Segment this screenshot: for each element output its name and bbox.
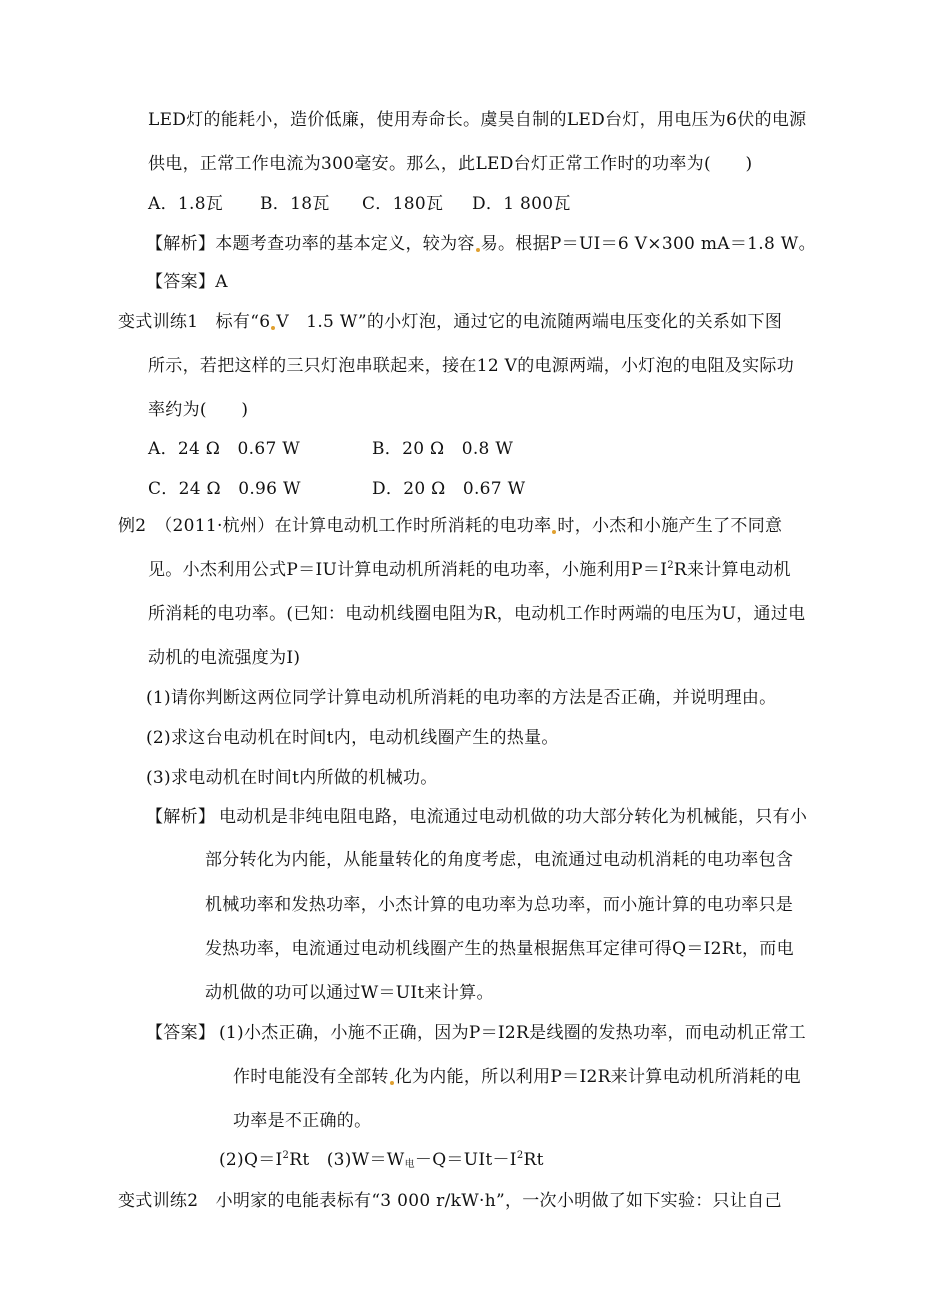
ex2-answer-line-1: (1)小杰正确，小施不正确，因为P＝I2R是线圈的发热功率，而电动机正常工 xyxy=(219,1023,806,1043)
ex2-analysis-line-5: 动机做的功可以通过W＝UIt来计算。 xyxy=(205,983,494,1003)
mark-dot xyxy=(552,530,556,534)
q1-analysis xyxy=(146,233,816,255)
ex2-text-line-2 xyxy=(148,559,791,581)
v1-option-d: D．20 Ω 0.67 W xyxy=(372,479,526,499)
mark-dot xyxy=(390,1081,394,1085)
q1-text-line-1: LED灯的能耗小，造价低廉，使用寿命长。虞昊自制的LED台灯，用电压为6伏的电源 xyxy=(148,110,807,130)
v1-text-line-2: 所示，若把这样的三只灯泡串联起来，接在12 V的电源两端，小灯泡的电阻及实际功 xyxy=(148,356,795,376)
v2-text-line-1: 变式训练2 小明家的电能表标有“3 000 r/kW·h”，一次小明做了如下实验：只让自己 xyxy=(118,1191,782,1211)
ex2-answer-formulas xyxy=(219,1149,544,1171)
ex2-question-1: (1)请你判断这两位同学计算电动机所消耗的电功率的方法是否正确，并说明理由。 xyxy=(146,688,777,708)
q1-analysis-part-1: 【解析】本题考查功率的基本定义，较为容 xyxy=(146,234,475,254)
ex2-line-2-part-1: 见。小杰利用公式P＝IU计算电动机所消耗的电功率，小施利用P＝I xyxy=(148,560,668,580)
ex2-text-line-3: 所消耗的电功率。(已知：电动机线圈电阻为R，电动机工作时两端的电压为U，通过电 xyxy=(148,604,806,624)
q1-analysis-part-2: 易。根据P＝UI＝6 V×300 mA＝1.8 W。 xyxy=(480,234,816,254)
ex2-analysis-line-1: 电动机是非纯电阻电路，电流通过电动机做的功大部分转化为机械能，只有小 xyxy=(219,807,808,827)
ex2-text-line-1 xyxy=(118,515,782,537)
q1-option-a: A．1.8瓦 xyxy=(148,194,224,214)
mark-dot xyxy=(271,326,275,330)
q1-text-line-2: 供电，正常工作电流为300毫安。那么，此LED台灯正常工作时的功率为( ) xyxy=(148,154,753,174)
ex2-answer-line-2-part-1: 作时电能没有全部转 xyxy=(233,1067,389,1087)
ex2-line-1-part-1: 例2 （2011·杭州）在计算电动机工作时所消耗的电功率 xyxy=(118,516,552,536)
formula-part-4: Rt xyxy=(523,1150,544,1170)
q1-option-d: D．1 800瓦 xyxy=(472,194,571,214)
ex2-question-3: (3)求电动机在时间t内所做的机械功。 xyxy=(146,768,438,788)
superscript: 2 xyxy=(516,1150,524,1161)
formula-part-3: －Q＝UIt－I xyxy=(414,1150,517,1170)
v1-option-b: B．20 Ω 0.8 W xyxy=(372,439,514,459)
subscript: 电 xyxy=(404,1159,415,1170)
ex2-answer-line-2-part-2: 化为内能，所以利用P＝I2R来计算电动机所消耗的电 xyxy=(394,1067,801,1087)
mark-dot xyxy=(476,248,480,252)
ex2-analysis-label: 【解析】 xyxy=(146,807,216,827)
ex2-analysis-line-3: 机械功率和发热功率，小杰计算的电功率为总功率，而小施计算的电功率只是 xyxy=(205,895,794,915)
v1-text-line-1 xyxy=(118,311,782,333)
ex2-question-2: (2)求这台电动机在时间t内，电动机线圈产生的热量。 xyxy=(146,728,559,748)
formula-part-1: (2)Q＝I xyxy=(219,1150,283,1170)
formula-part-2: Rt (3)W＝W xyxy=(289,1150,405,1170)
ex2-line-2-part-2: R来计算电动机 xyxy=(673,560,791,580)
ex2-text-line-4: 动机的电流强度为I) xyxy=(148,648,301,668)
v1-text-line-3: 率约为( ) xyxy=(148,400,249,420)
ex2-answer-line-2 xyxy=(233,1066,801,1088)
ex2-answer-label: 【答案】 xyxy=(146,1023,216,1043)
v1-option-c: C．24 Ω 0.96 W xyxy=(148,479,301,499)
v1-line-1-part-1: 变式训练1 标有“6 xyxy=(118,312,271,332)
v1-option-a: A．24 Ω 0.67 W xyxy=(148,439,301,459)
v1-line-1-part-2: V 1.5 W”的小灯泡，通过它的电流随两端电压变化的关系如下图 xyxy=(276,312,783,332)
q1-option-b: B．18瓦 xyxy=(260,194,330,214)
q1-option-c: C．180瓦 xyxy=(362,194,444,214)
superscript: 2 xyxy=(667,560,674,571)
q1-answer: 【答案】A xyxy=(146,272,228,292)
ex2-analysis-line-4: 发热功率，电流通过电动机线圈产生的热量根据焦耳定律可得Q＝I2Rt，而电 xyxy=(205,939,794,959)
ex2-line-1-part-2: 时，小杰和小施产生了不同意 xyxy=(557,516,783,536)
superscript: 2 xyxy=(282,1150,290,1161)
ex2-analysis-line-2: 部分转化为内能，从能量转化的角度考虑，电流通过电动机消耗的电功率包含 xyxy=(205,850,794,870)
ex2-answer-line-3: 功率是不正确的。 xyxy=(233,1111,372,1131)
